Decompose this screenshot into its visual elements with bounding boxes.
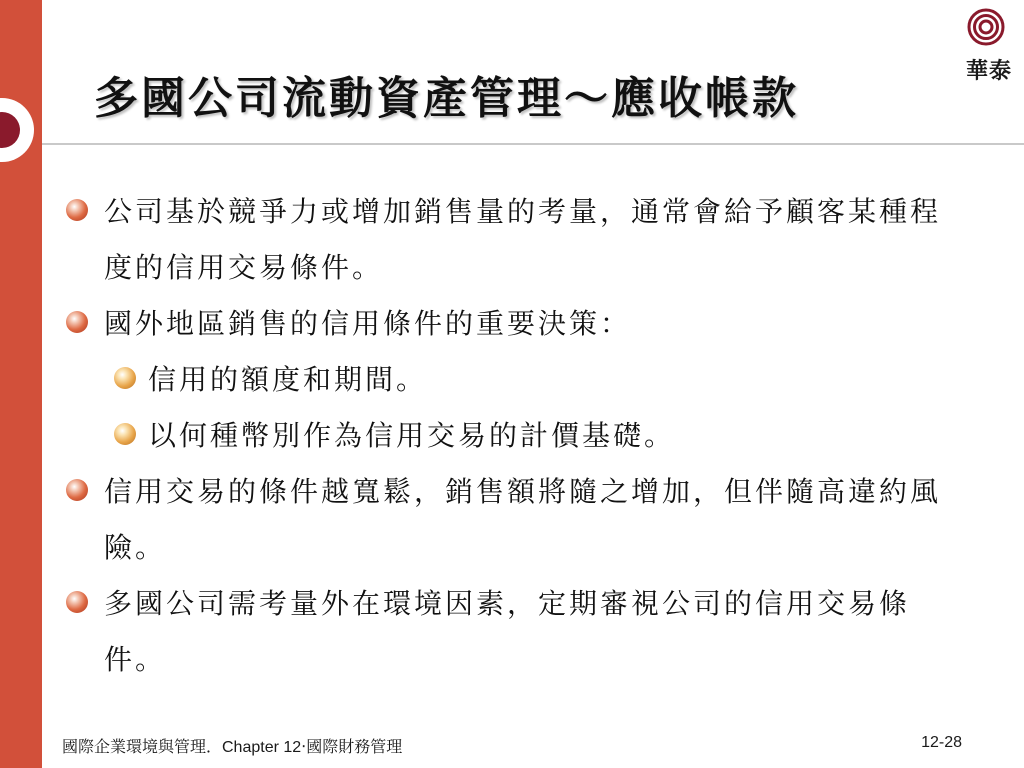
bullet-item (64, 464, 964, 576)
publisher-logo (956, 8, 1022, 84)
footer-course-label: 國際企業環境與管理．Chapter 12‧國際財務管理 (62, 739, 403, 756)
bullet-list (64, 184, 964, 688)
bullet-text: 多國公司需考量外在環境因素，定期審視公司的信用交易條件。 (104, 587, 911, 676)
sub-bullet-text: 以何種幣別作為信用交易的計價基礎。 (148, 419, 676, 452)
title-divider (42, 143, 1024, 145)
bullet-icon (66, 591, 88, 613)
footer-page-number: 12-28 (921, 734, 962, 751)
bullet-text: 信用交易的條件越寬鬆，銷售額將隨之增加，但伴隨高違約風險。 (104, 475, 942, 564)
bullet-item (64, 576, 964, 688)
logo-text: 華泰 (965, 58, 1012, 84)
bullet-icon (66, 199, 88, 221)
logo-ring-icon (967, 8, 1005, 46)
sub-bullet-icon (114, 423, 136, 445)
bullet-text: 公司基於競爭力或增加銷售量的考量，通常會給予顧客某種程度的信用交易條件。 (104, 195, 942, 284)
bullet-text: 國外地區銷售的信用條件的重要決策： (104, 307, 632, 340)
bullet-icon (66, 311, 88, 333)
sub-bullet-item (64, 352, 964, 408)
sub-bullet-icon (114, 367, 136, 389)
left-circle-inner-decoration (0, 112, 20, 148)
slide-title: 多國公司流動資產管理～應收帳款 (94, 73, 799, 124)
bullet-item (64, 296, 964, 352)
sub-bullet-text: 信用的額度和期間。 (148, 363, 428, 396)
sub-bullet-item (64, 408, 964, 464)
bullet-item (64, 184, 964, 296)
bullet-icon (66, 479, 88, 501)
